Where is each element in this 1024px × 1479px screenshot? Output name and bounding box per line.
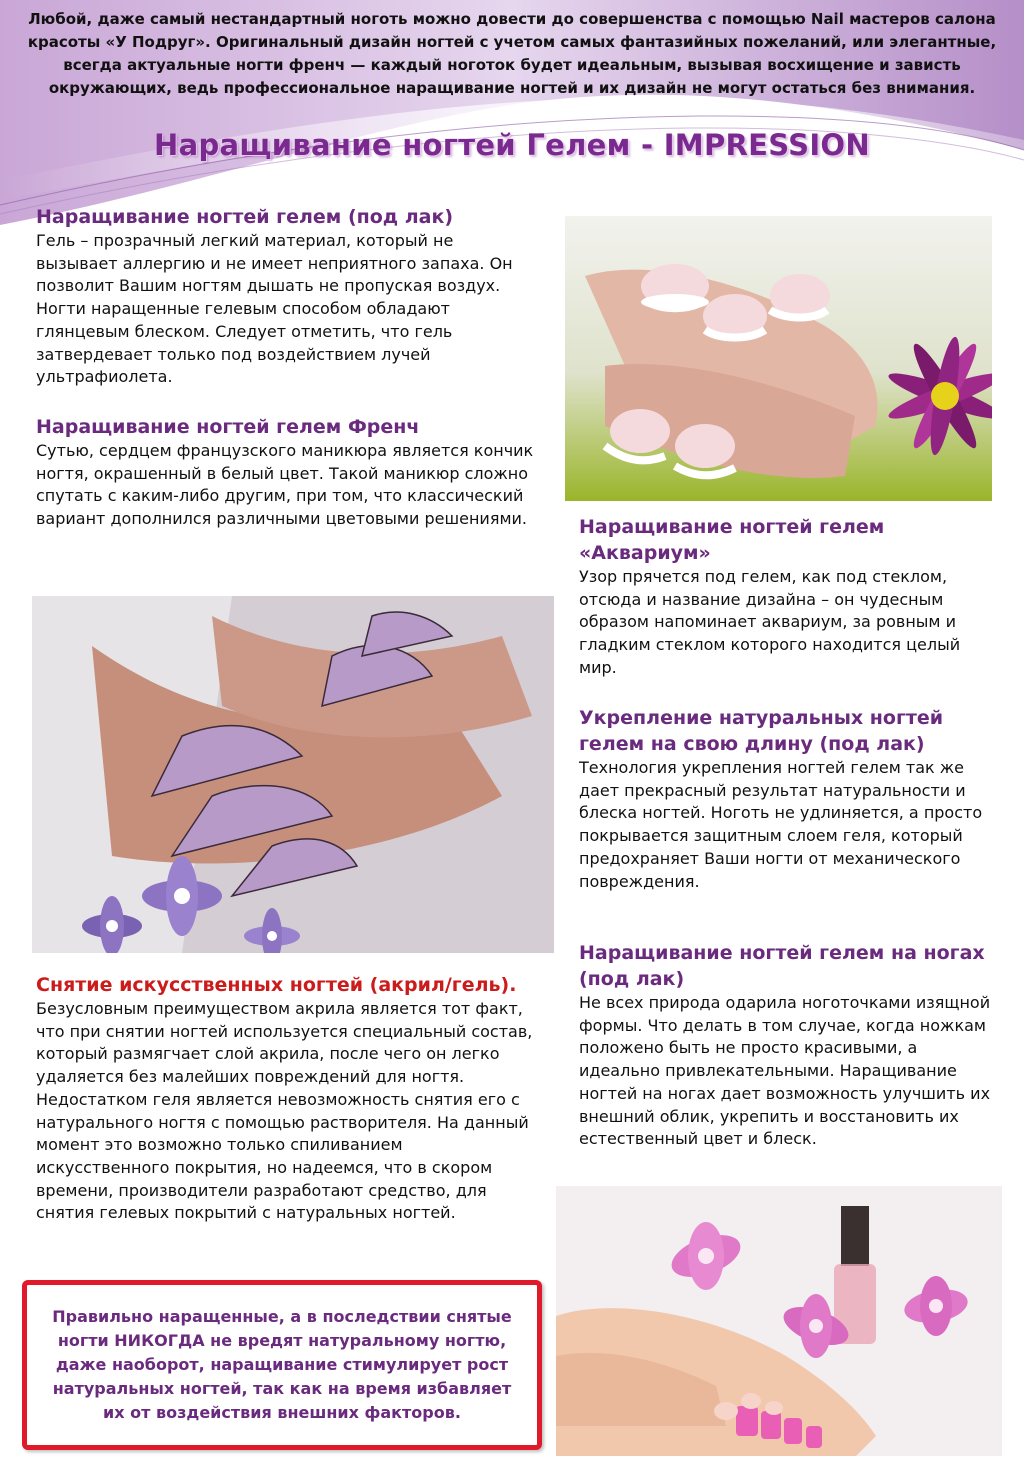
pedicure-orchid-photo — [556, 1186, 1002, 1456]
section-gel-under-polish — [36, 204, 536, 389]
section-gel-strengthening — [579, 705, 999, 893]
section-gel-french — [36, 414, 536, 531]
intro-text: Любой, даже самый нестандартный ноготь можно довести до совершенства с помощью Nail мастеров салона красоты «У Подруг». Оригинальный дизайн ногтей с учетом самых фантазийных пожеланий, или элегантные, всегда актуальные ногти френч — каждый ноготок будет идеальным, вызывая восхищение и зависть окружающих, ведь профессиональное наращивание ногтей и их дизайн не могут остаться без внимания. — [27, 10, 997, 97]
section-body: Узор прячется под гелем, как под стеклом, отсюда и название дизайна – он чудесным образом напоминает аквариум, за ровным и гладким стеклом которого находится целый мир. — [579, 567, 961, 677]
page-title: Наращивание ногтей Гелем - IMPRESSION — [154, 128, 870, 162]
section-body: Сутью, сердцем французского маникюра является кончик ногтя, окрашенный в белый цвет. Такой маникюр сложно спутать с каким-либо другим, при том, что классический вариант дополнился различными цветовыми решениями. — [36, 441, 534, 529]
french-manicure-photo — [565, 216, 992, 501]
callout-box — [22, 1280, 542, 1450]
section-gel-toenails — [579, 940, 999, 1151]
section-heading: Наращивание ногтей гелем Френч — [36, 416, 420, 438]
section-heading: Снятие искусственных ногтей (акрил/гель). — [36, 974, 517, 996]
section-body: Технология укрепления ногтей гелем так же дает прекрасный результат натуральности и блеска ногтей. Ноготь не удлиняется, а просто покрывается защитным слоем геля, который предохраняет Ваши ногти от механического повреждения. — [579, 758, 983, 891]
section-body: Безусловным преимуществом акрила является тот факт, что при снятии ногтей используется специальный состав, который размягчает слой акрила, после чего он легко удаляется без малейших повреждений для ногтя. Недостатком геля является невозможность снятия его с натурального ногтя с помощью растворителя. На данный момент это возможно только спиливанием искусственного покрытия, но надеемся, что в скором времени, производители разработают средство, для снятия гелевых покрытий с натуральных ногтей. — [36, 999, 533, 1223]
section-body: Не всех природа одарила ноготочками изящной формы. Что делать в том случае, когда ножкам положено быть не просто красивыми, а идеально привлекательными. Наращивание ногтей на ногах дает возможность улучшить их внешний облик, укрепить и восстановить их естественный цвет и блеск. — [579, 993, 991, 1149]
section-nail-removal — [36, 972, 536, 1225]
section-heading: Укрепление натуральных ногтей гелем на свою длину (под лак) — [579, 707, 944, 755]
callout-text: Правильно наращенные, а в последствии снятые ногти НИКОГДА не вредят натуральному ногтю, даже наоборот, наращивание стимулирует рост натуральных ногтей, так как на время избавляет их от воздействия внешних факторов. — [52, 1307, 512, 1422]
section-gel-aquarium — [579, 514, 999, 680]
purple-nail-art-photo — [32, 596, 554, 953]
section-heading: Наращивание ногтей гелем «Аквариум» — [579, 516, 885, 564]
section-heading: Наращивание ногтей гелем (под лак) — [36, 206, 454, 228]
section-body: Гель – прозрачный легкий материал, который не вызывает аллергию и не имеет неприятного запаха. Он позволит Вашим ногтям дышать не пропуская воздух. Ногти наращенные гелевым способом обладают глянцевым блеском. Следует отметить, что гель затвердевает только под воздействием лучей ультрафиолета. — [36, 231, 513, 387]
section-heading: Наращивание ногтей гелем на ногах (под лак) — [579, 942, 985, 990]
